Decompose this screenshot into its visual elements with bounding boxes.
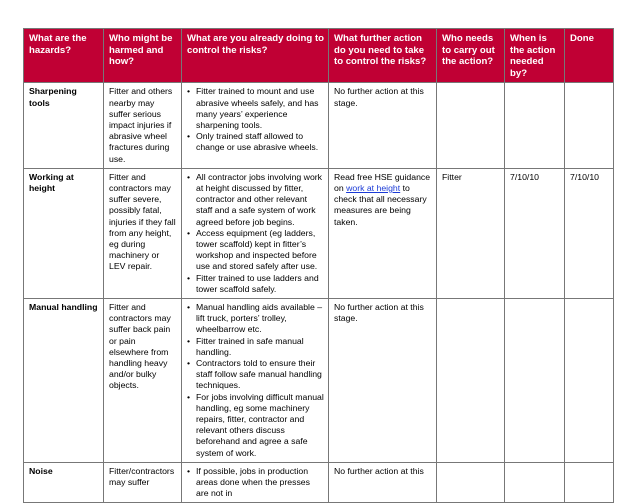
when-cell [505,83,565,168]
hazard-cell: Noise [24,462,104,503]
controls-list-item: • Fitter trained in safe manual handling. [187,336,324,358]
hazard-cell: Working at height [24,168,104,298]
controls-cell [182,83,329,168]
controls-cell [182,462,329,503]
controls-list-item: • Only trained staff allowed to change or use abrasive wheels. [187,131,324,153]
controls-list-item: • Access equipment (eg ladders, tower scaffold) kept in fitter’s workshop and inspected before use and stored safely after use. [187,228,324,273]
when-cell [505,299,565,463]
who-action-cell [437,462,505,503]
risk-assessment-table [23,28,614,503]
who-action-cell: Fitter [437,168,505,298]
further-action-text-post: to check that all necessary measures are being taken. [334,183,427,227]
controls-list [187,172,324,295]
table-row [24,299,614,463]
controls-list-item: • Fitter trained to mount and use abrasive wheels safely, and has many years’ experience sharpening tools. [187,86,324,131]
controls-list-item: • For jobs involving difficult manual handling, eg some machinery repairs, fitter, contractor and relevant others discuss beforehand and agree a safe system of work. [187,392,324,459]
who-action-cell [437,83,505,168]
hazard-cell: Manual handling [24,299,104,463]
who-harmed-cell: Fitter and contractors may suffer back pain or pain elsewhere from handling heavy and/or bulky objects. [104,299,182,463]
further-action-cell: No further action at this stage. [329,299,437,463]
header-done: Done [565,29,614,83]
done-cell [565,299,614,463]
who-action-cell [437,299,505,463]
header-who-harmed: Who might be harmed and how? [104,29,182,83]
controls-list-item: • All contractor jobs involving work at height discussed by fitter, contractor and other relevant staff and a safe system of work agreed before job begins. [187,172,324,228]
header-hazards: What are the hazards? [24,29,104,83]
when-cell [505,462,565,503]
header-further-action: What further action do you need to take to control the risks? [329,29,437,83]
who-harmed-cell: Fitter and contractors may suffer severe, possibly fatal, injuries if they fall from any height, eg during machinery or LEV repair. [104,168,182,298]
when-cell: 7/10/10 [505,168,565,298]
controls-list [187,466,324,500]
controls-list-item: • Contractors told to ensure their staff follow safe manual handling techniques. [187,358,324,392]
header-row [24,29,614,83]
done-cell [565,83,614,168]
who-harmed-cell: Fitter/contractors may suffer [104,462,182,503]
further-action-cell: No further action at this [329,462,437,503]
controls-cell [182,168,329,298]
table-row [24,168,614,298]
hazard-cell: Sharpening tools [24,83,104,168]
who-harmed-cell: Fitter and others nearby may suffer serious impact injuries if abrasive wheel fractures during use. [104,83,182,168]
controls-list [187,302,324,459]
header-current-controls: What are you already doing to control the risks? [182,29,329,83]
controls-list-item: • Manual handling aids available – lift truck, porters’ trolley, wheelbarrow etc. [187,302,324,336]
further-action-cell: No further action at this stage. [329,83,437,168]
controls-list-item: • If possible, jobs in production areas done when the presses are not in [187,466,324,500]
controls-list-item: • Fitter trained to use ladders and tower scaffold safely. [187,273,324,295]
work-at-height-link[interactable]: work at height [346,183,401,193]
done-cell [565,462,614,503]
table-row [24,83,614,168]
table-row [24,462,614,503]
controls-cell [182,299,329,463]
header-who-carries-out: Who needs to carry out the action? [437,29,505,83]
further-action-text-pre: Read free HSE guidance on [334,171,431,193]
further-action-cell [329,168,437,298]
controls-list [187,86,324,153]
done-cell: 7/10/10 [565,168,614,298]
header-when-needed: When is the action needed by? [505,29,565,83]
